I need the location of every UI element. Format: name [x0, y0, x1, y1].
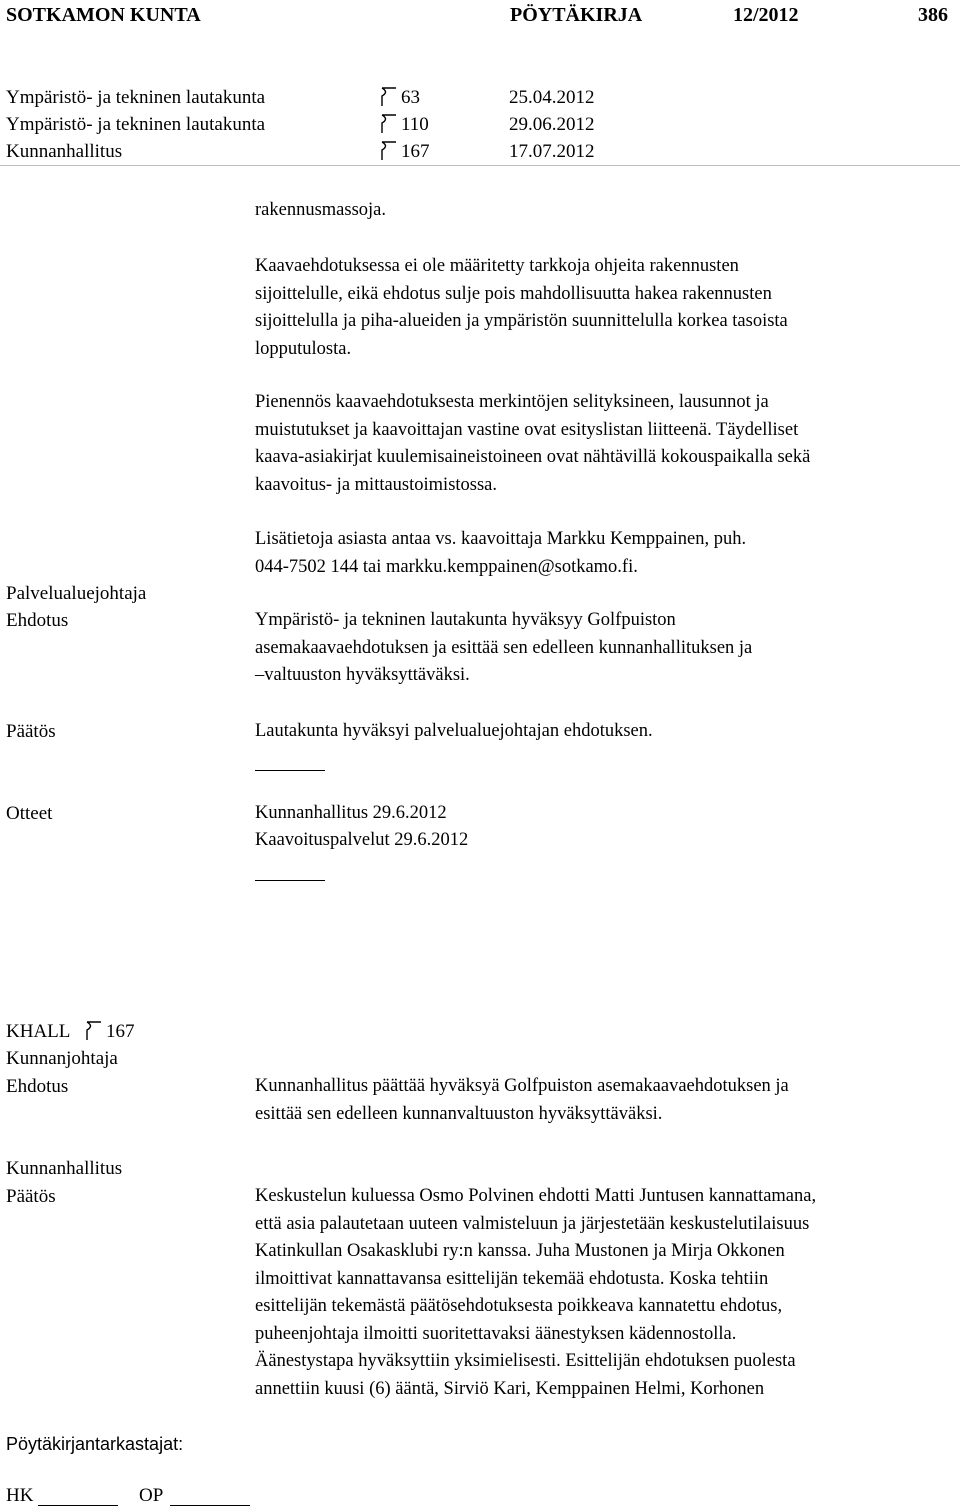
history-date: 17.07.2012 — [509, 141, 595, 162]
text-line: Ympäristö- ja tekninen lautakunta hyväksyy Golfpuiston — [255, 610, 676, 630]
text-line: sijoittelulla ja piha-alueiden ja ympäristön suunnittelulla korkea tasoista — [255, 311, 788, 331]
history-body: Ympäristö- ja tekninen lautakunta — [6, 114, 266, 135]
checker-initials-2: OP — [139, 1485, 164, 1506]
text-line: että asia palautetaan uuteen valmisteluun ja järjestetään keskustelutilaisuus — [255, 1213, 810, 1234]
section-sign-icon — [380, 113, 398, 135]
text-line: esittelijän tekemästä päätösehdotuksesta poikkeava kannatettu ehdotus, — [255, 1296, 783, 1316]
continuation-text: rakennusmassoja. — [255, 200, 387, 220]
signature-line-2 — [170, 1505, 250, 1506]
paragraph-plan-guidance — [255, 253, 955, 363]
text-line: sijoittelulle, eikä ehdotus sulje pois mahdollisuutta hakea rakennusten — [255, 283, 772, 304]
khall-proposer: Kunnanjohtaja — [6, 1048, 118, 1069]
text-line: Kaavaehdotuksessa ei ole määritetty tarkkoja ohjeita rakennusten — [255, 256, 739, 276]
checker-initials-1: HK — [6, 1485, 34, 1506]
minutes-checkers-label: Pöytäkirjantarkastajat: — [6, 1434, 184, 1454]
khall-decision-body: Kunnanhallitus — [6, 1158, 123, 1179]
document-number: 12/2012 — [733, 4, 799, 26]
history-date: 29.06.2012 — [509, 114, 595, 135]
paragraph-contact — [255, 526, 955, 581]
khall-proposal-text — [255, 1073, 955, 1128]
history-body: Ympäristö- ja tekninen lautakunta — [6, 87, 266, 108]
proposal-text — [255, 607, 955, 690]
text-line: muistutukset ja kaavoittajan vastine ovat esityslistan liitteenä. Täydelliset — [255, 419, 799, 440]
copies-end-rule — [255, 880, 325, 881]
section-sign-icon — [85, 1020, 103, 1042]
signature-line-1 — [38, 1505, 118, 1506]
page-number: 386 — [918, 4, 948, 26]
khall-decision-text — [255, 1183, 955, 1403]
text-line: asemakaavaehdotuksen ja esittää sen edelleen kunnanhallituksen ja — [255, 637, 753, 658]
proposer-label: Palvelualuejohtaja — [6, 583, 147, 604]
section-sign-icon — [380, 140, 398, 162]
history-section: 63 — [401, 87, 420, 108]
text-line: ilmoittivat kannattavansa esittelijän tekemää ehdotusta. Koska tehtiin — [255, 1268, 769, 1289]
copy-recipient: Kaavoituspalvelut 29.6.2012 — [255, 830, 469, 850]
decision-text: Lautakunta hyväksyi palvelualuejohtajan ehdotuksen. — [255, 721, 653, 741]
header-divider — [0, 165, 960, 166]
text-line: annettiin kuusi (6) ääntä, Sirviö Kari, Kemppainen Helmi, Korhonen — [255, 1378, 765, 1399]
paragraph-attachments — [255, 389, 955, 499]
text-line: Keskustelun kuluessa Osmo Polvinen ehdotti Matti Juntusen kannattamana, — [255, 1186, 817, 1206]
khall-section-number: 167 — [106, 1021, 135, 1042]
section-sign-icon — [380, 86, 398, 108]
decision-label: Päätös — [6, 721, 56, 742]
history-body: Kunnanhallitus — [6, 141, 123, 162]
history-section: 167 — [401, 141, 430, 162]
text-line: kaava-asiakirjat kuulemisaineistoineen ovat nähtävillä kokouspaikalla sekä — [255, 447, 811, 467]
copies-label: Otteet — [6, 803, 53, 824]
history-section: 110 — [401, 114, 429, 135]
khall-decision-label: Päätös — [6, 1186, 56, 1207]
text-line: Pienennös kaavaehdotuksesta merkintöjen selityksineen, lausunnot ja — [255, 392, 769, 412]
history-date: 25.04.2012 — [509, 87, 595, 108]
khall-proposal-label: Ehdotus — [6, 1076, 69, 1097]
text-line: lopputulosta. — [255, 338, 352, 359]
municipality-name: SOTKAMON KUNTA — [6, 4, 201, 26]
text-line: kaavoitus- ja mittaustoimistossa. — [255, 474, 498, 495]
text-line: Katinkullan Osakasklubi ry:n kanssa. Juha Mustonen ja Mirja Okkonen — [255, 1241, 785, 1261]
proposal-label: Ehdotus — [6, 610, 69, 631]
khall-section-label: KHALL — [6, 1021, 71, 1042]
document-type: PÖYTÄKIRJA — [510, 4, 643, 26]
text-line: Äänestystapa hyväksyttiin yksimielisesti. Esittelijän ehdotuksen puolesta — [255, 1351, 796, 1371]
text-line: Lisätietoja asiasta antaa vs. kaavoittaja Markku Kemppainen, puh. — [255, 529, 747, 549]
copy-recipient: Kunnanhallitus 29.6.2012 — [255, 803, 447, 823]
text-line: 044-7502 144 tai markku.kemppainen@sotkamo.fi. — [255, 556, 638, 577]
decision-end-rule — [255, 770, 325, 771]
text-line: Kunnanhallitus päättää hyväksyä Golfpuiston asemakaavaehdotuksen ja — [255, 1076, 789, 1096]
text-line: puheenjohtaja ilmoitti suoritettavaksi äänestyksen kädennostolla. — [255, 1323, 737, 1344]
text-line: esittää sen edelleen kunnanvaltuuston hyväksyttäväksi. — [255, 1103, 663, 1124]
text-line: –valtuuston hyväksyttäväksi. — [255, 665, 470, 685]
